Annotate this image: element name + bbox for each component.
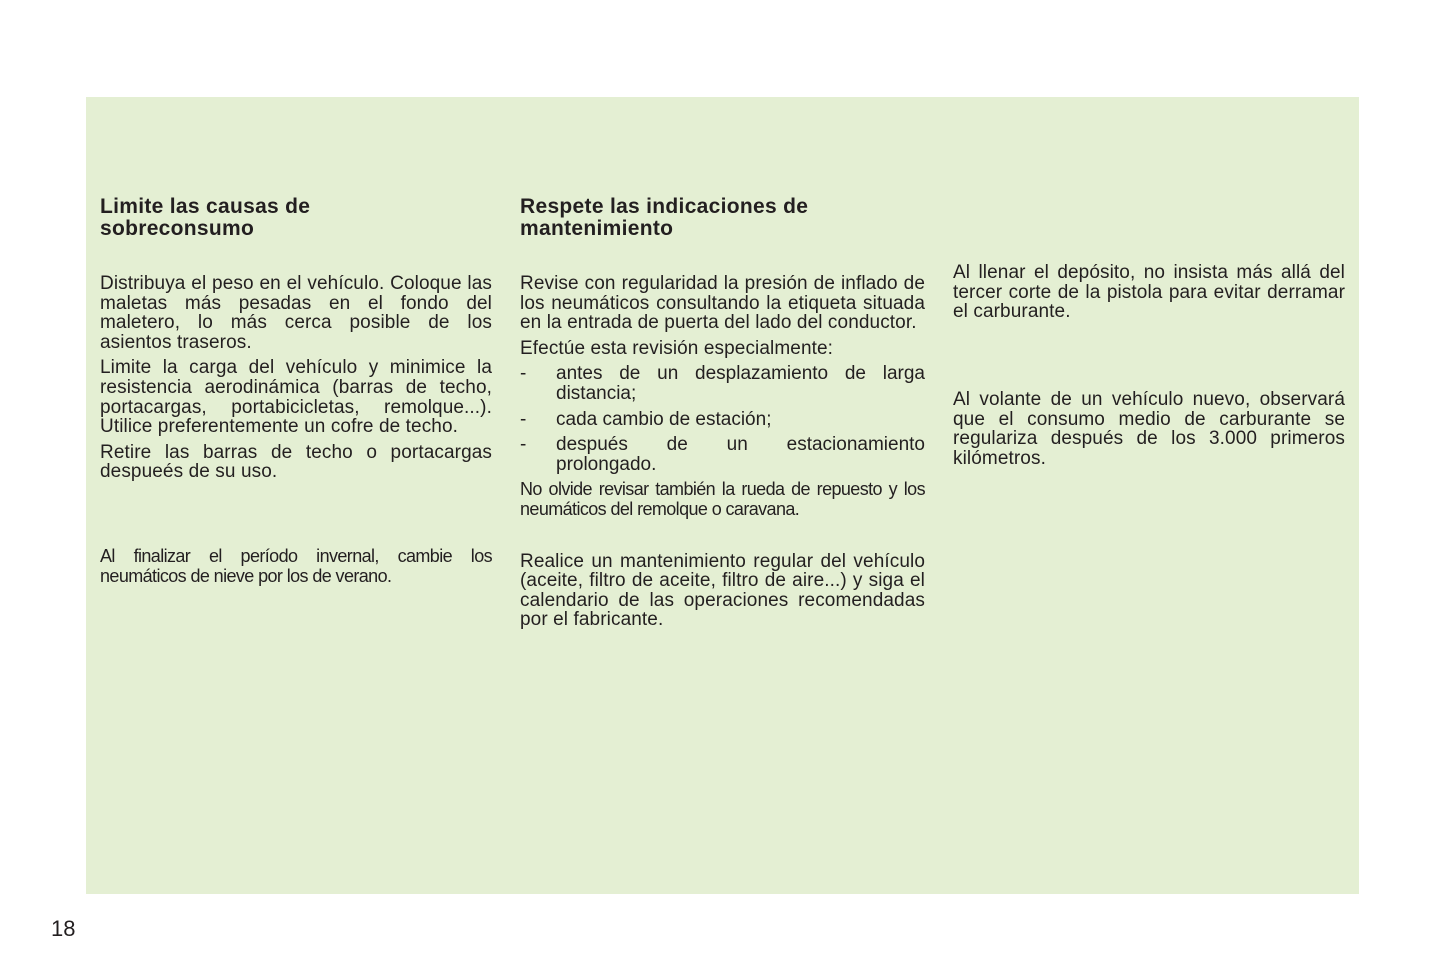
title-line: mantenimiento [520, 217, 674, 240]
list-item-text: antes de un desplazamiento de larga distancia; [556, 363, 925, 404]
list-item [520, 435, 925, 474]
column-new-vehicle [953, 390, 1345, 468]
paragraph-roof-bars: Retire las barras de techo o portacargas despueés de su uso. [100, 441, 492, 483]
check-list [520, 364, 925, 474]
list-item [520, 410, 925, 430]
paragraph-winter-tyres: Al finalizar el período invernal, cambie los neumáticos de nieve por los de verano. [100, 545, 492, 586]
column-maintenance [520, 196, 925, 630]
section-title-overconsumption [100, 196, 492, 240]
list-item-text: cada cambio de estación; [556, 408, 772, 430]
paragraph-check-when: Efectúe esta revisión especialmente: [520, 337, 834, 359]
paragraph-spare-wheel: No olvide revisar también la rueda de repuesto y los neumáticos del remolque o caravana. [520, 479, 925, 519]
paragraph-new-vehicle: Al volante de un vehículo nuevo, observará que el consumo medio de carburante se regulariza después de los 3.000 primeros kilómetros. [953, 389, 1345, 469]
title-line: Limite las causas de [100, 195, 311, 218]
dash-bullet: - [520, 408, 527, 430]
list-item [520, 364, 925, 403]
paragraph-regular-maintenance: Realice un mantenimiento regular del vehículo (aceite, filtro de aceite, filtro de aire...) y siga el calendario de las operaciones recomendadas por el fabricante. [520, 550, 925, 631]
page-number: 18 [51, 916, 76, 941]
column-fuel-tips [953, 263, 1345, 322]
dash-bullet: - [520, 363, 527, 385]
paragraph-tyre-pressure: Revise con regularidad la presión de inflado de los neumáticos consultando la etiqueta situada en la entrada de puerta del lado del conductor. [520, 273, 925, 334]
paragraph-weight: Distribuya el peso en el vehículo. Coloque las maletas más pesadas en el fondo del maletero, lo más cerca posible de los asientos traseros. [100, 273, 492, 353]
title-line: sobreconsumo [100, 217, 255, 240]
section-title-maintenance [520, 196, 925, 240]
dash-bullet: - [520, 434, 527, 456]
list-item-text: después de un estacionamiento prolongado. [556, 434, 925, 475]
paragraph-fuel-filling: Al llenar el depósito, no insista más allá del tercer corte de la pistola para evitar derramar el carburante. [953, 262, 1345, 323]
title-line: Respete las indicaciones de [520, 195, 809, 218]
column-overconsumption [100, 196, 492, 586]
paragraph-load: Limite la carga del vehículo y minimice la resistencia aerodinámica (barras de techo, portacargas, portabicicletas, remolque...). Utilice preferentemente un cofre de techo. [100, 357, 492, 438]
